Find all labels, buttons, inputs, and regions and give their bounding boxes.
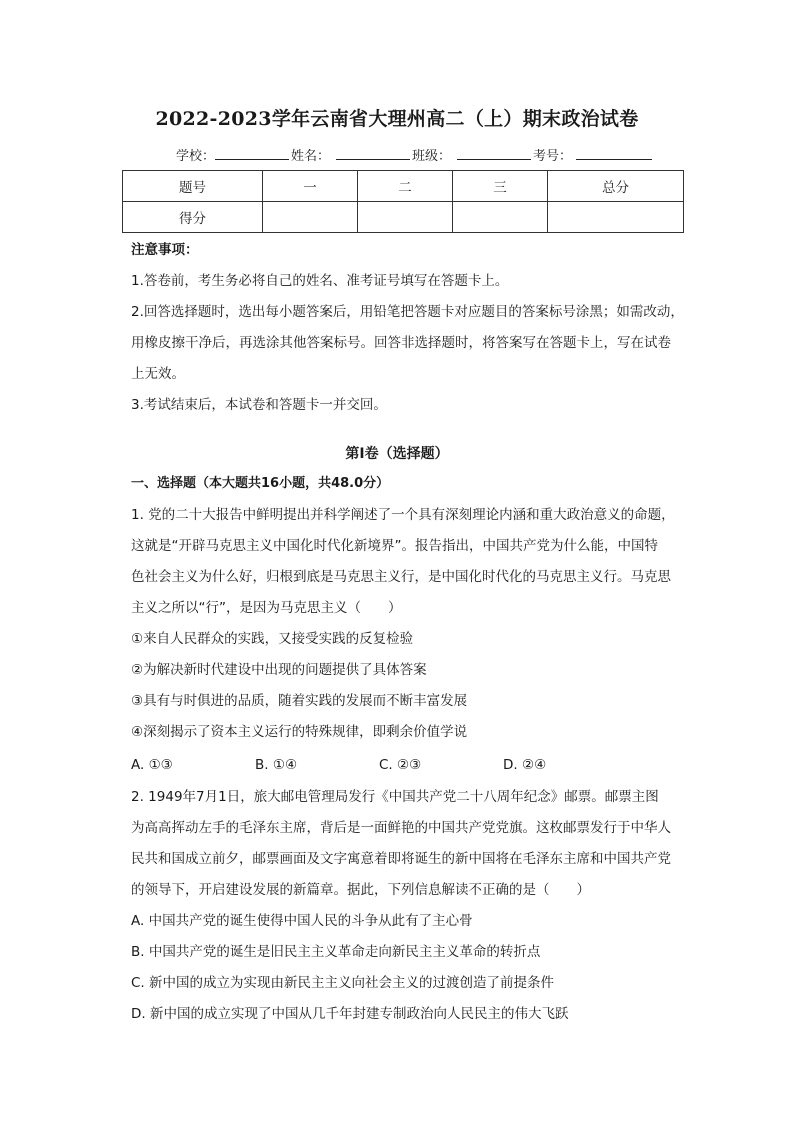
option-c[interactable]: C. 新中国的成立为实现由新民主主义向社会主义的过渡创造了前提条件 xyxy=(131,975,555,991)
option-d[interactable]: D. ②④ xyxy=(503,757,547,773)
option-a[interactable]: A. 中国共产党的诞生使得中国人民的斗争从此有了主心骨 xyxy=(131,913,473,929)
question-1-statement: ③具有与时俱进的品质，随着实践的发展而不断丰富发展 xyxy=(131,693,468,709)
student-info-line xyxy=(176,145,654,164)
class-blank xyxy=(457,145,531,160)
score-row-label: 得分 xyxy=(123,202,263,233)
question-2-stem: 的领导下，开启建设发展的新篇章。据此，下列信息解读不正确的是（ ） xyxy=(131,882,590,898)
score-cell xyxy=(548,202,684,233)
question-1-stem: 1. 党的二十大报告中鲜明提出并科学阐述了一个具有深刻理论内涵和重大政治意义的命题， xyxy=(131,507,675,523)
question-1-stem: 这就是“开辟马克思主义中国化时代化新境界”。报告指出，中国共产党为什么能，中国特 xyxy=(131,538,658,554)
notice-heading: 注意事项： xyxy=(131,242,199,258)
score-cell xyxy=(453,202,548,233)
question-1-statement: ④深刻揭示了资本主义运行的特殊规律，即剩余价值学说 xyxy=(131,724,468,740)
score-table xyxy=(122,170,684,233)
notice-item: 3.考试结束后，本试卷和答题卡一并交回。 xyxy=(131,397,387,413)
part-heading: 一、选择题（本大题共16小题，共48.0分） xyxy=(131,476,390,491)
question-2-stem: 2. 1949年7月1日，旅大邮电管理局发行《中国共产党二十八周年纪念》邮票。邮票主图 xyxy=(131,789,659,805)
exam-no-blank xyxy=(576,145,652,160)
score-header-cell: 总分 xyxy=(548,171,684,202)
question-1-options xyxy=(131,750,693,781)
score-cell xyxy=(263,202,358,233)
option-b[interactable]: B. ①④ xyxy=(255,757,298,773)
school-label: 学校： xyxy=(176,149,216,164)
question-1-statement: ①来自人民群众的实践，又接受实践的反复检验 xyxy=(131,631,414,647)
score-header-cell: 二 xyxy=(358,171,453,202)
option-a[interactable]: A. ①③ xyxy=(131,757,173,773)
question-1-stem: 色社会主义为什么好，归根到底是马克思主义行，是中国化时代化的马克思主义行。马克思 xyxy=(131,569,671,585)
option-c[interactable]: C. ②③ xyxy=(379,757,422,773)
score-header-cell: 题号 xyxy=(123,171,263,202)
question-2-stem: 民共和国成立前夕，邮票画面及文字寓意着即将诞生的新中国将在毛泽东主席和中国共产党 xyxy=(131,851,671,867)
notice-item: 2.回答选择题时，选出每小题答案后，用铅笔把答题卡对应题目的答案标号涂黑；如需改动， xyxy=(131,304,684,320)
name-blank xyxy=(336,145,410,160)
exam-title: 2022-2023学年云南省大理州高二（上）期末政治试卷 xyxy=(155,108,639,130)
question-2-stem: 为高高挥动左手的毛泽东主席，背后是一面鲜艳的中国共产党党旗。这枚邮票发行于中华人 xyxy=(131,820,671,836)
notice-item: 上无效。 xyxy=(131,366,185,382)
option-d[interactable]: D. 新中国的成立实现了中国从几千年封建专制政治向人民民主的伟大飞跃 xyxy=(131,1006,569,1022)
school-blank xyxy=(215,145,289,160)
score-cell xyxy=(358,202,453,233)
class-label: 班级： xyxy=(412,149,452,164)
score-table-header-row xyxy=(123,171,684,202)
exam-no-label: 考号： xyxy=(533,149,573,164)
notice-item: 用橡皮擦干净后，再选涂其他答案标号。回答非选择题时，将答案写在答题卡上，写在试卷 xyxy=(131,335,671,351)
question-1-stem: 主义之所以“行”，是因为马克思主义（ ） xyxy=(131,600,402,616)
option-b[interactable]: B. 中国共产党的诞生是旧民主主义革命走向新民主主义革命的转折点 xyxy=(131,944,541,960)
section-title: 第Ⅰ卷（选择题） xyxy=(345,446,449,462)
question-1-statement: ②为解决新时代建设中出现的问题提供了具体答案 xyxy=(131,662,427,678)
score-header-cell: 三 xyxy=(453,171,548,202)
score-table-score-row xyxy=(123,202,684,233)
name-label: 姓名： xyxy=(291,149,331,164)
score-header-cell: 一 xyxy=(263,171,358,202)
notice-item: 1.答卷前，考生务必将自己的姓名、准考证号填写在答题卡上。 xyxy=(131,273,509,289)
